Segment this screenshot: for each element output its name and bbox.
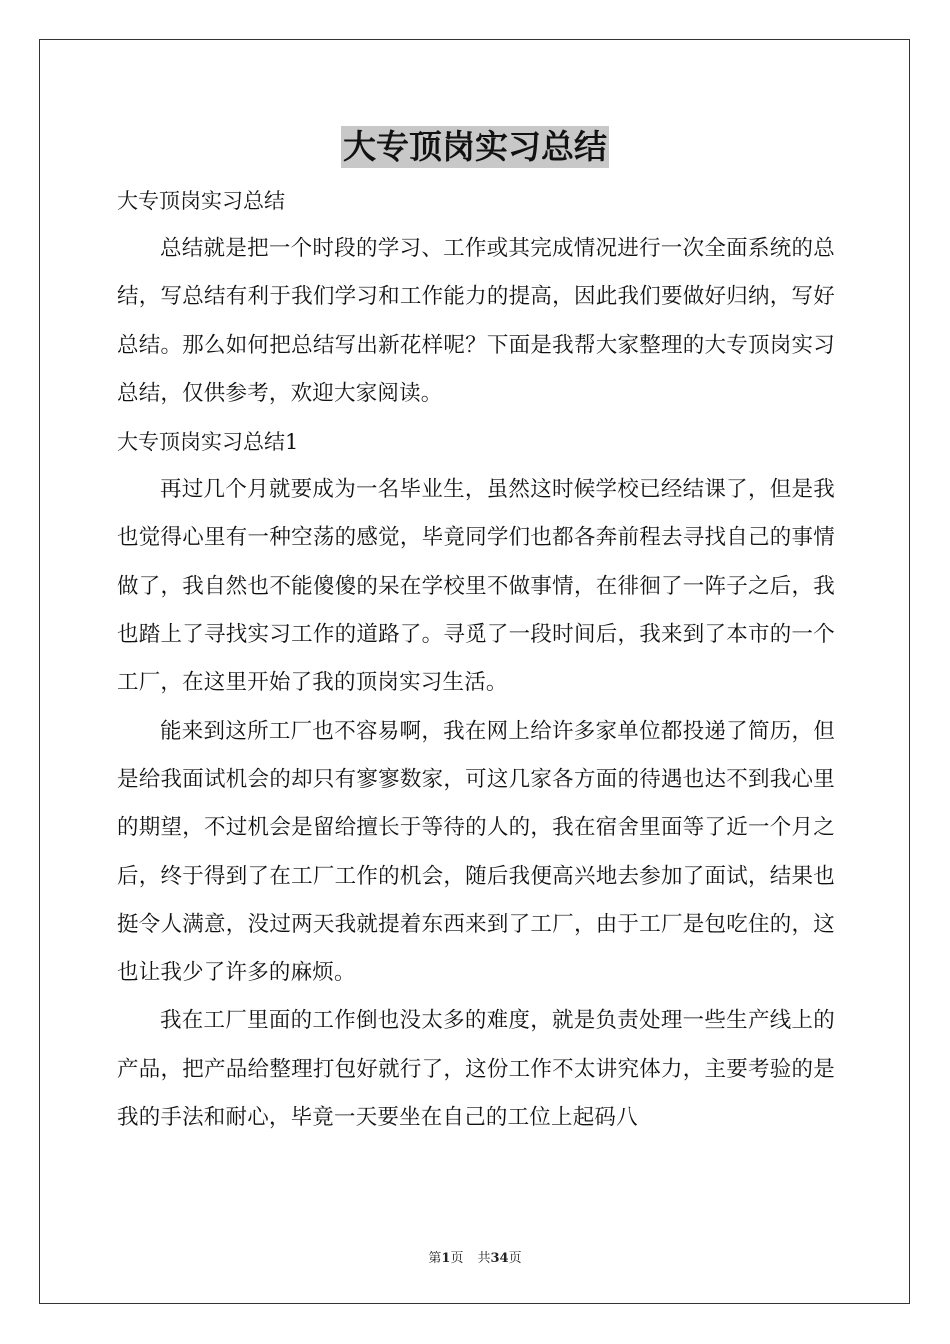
section-heading: 大专顶岗实习总结1 [117, 430, 299, 455]
total-prefix: 共 [477, 1251, 491, 1266]
total-suffix: 页 [508, 1251, 522, 1266]
page-total: 34 [490, 1251, 509, 1266]
body-paragraph: 我在工厂里面的工作倒也没太多的难度，就是负责处理一些生产线上的产品，把产品给整理打包好就行了，这份工作不太讲究体力，主要考验的是我的手法和耐心，毕竟一天要坐在自己的工位上起码八 [117, 1008, 835, 1131]
title-area [0, 126, 950, 168]
page-suffix: 页 [450, 1251, 464, 1266]
subtitle-heading: 大专顶岗实习总结 [117, 189, 285, 213]
page-number: 1 [441, 1251, 451, 1266]
body-paragraph: 再过几个月就要成为一名毕业生，虽然这时候学校已经结课了，但是我也觉得心里有一种空荡的感觉，毕竟同学们也都各奔前程去寻找自己的事情做了，我自然也不能傻傻的呆在学校里不做事情，在徘徊了一阵子之后，我也踏上了寻找实习工作的道路了。寻觅了一段时间后，我来到了本市的一个工厂，在这里开始了我的顶岗实习生活。 [117, 477, 835, 696]
document-body [117, 177, 835, 1142]
body-paragraph: 能来到这所工厂也不容易啊，我在网上给许多家单位都投递了简历，但是给我面试机会的却只有寥寥数家，可这几家各方面的待遇也达不到我心里的期望，不过机会是留给擅长于等待的人的，我在宿舍里面等了近一个月之后，终于得到了在工厂工作的机会，随后我便高兴地去参加了面试，结果也挺令人满意，没过两天我就提着东西来到了工厂，由于工厂是包吃住的，这也让我少了许多的麻烦。 [117, 718, 835, 986]
intro-paragraph: 总结就是把一个时段的学习、工作或其完成情况进行一次全面系统的总结，写总结有利于我们学习和工作能力的提高，因此我们要做好归纳，写好总结。那么如何把总结写出新花样呢？下面是我帮大家整理的大专顶岗实习总结，仅供参考，欢迎大家阅读。 [117, 236, 835, 406]
page-footer [0, 1247, 950, 1266]
page-prefix: 第 [428, 1251, 442, 1266]
document-title: 大专顶岗实习总结 [343, 127, 607, 166]
